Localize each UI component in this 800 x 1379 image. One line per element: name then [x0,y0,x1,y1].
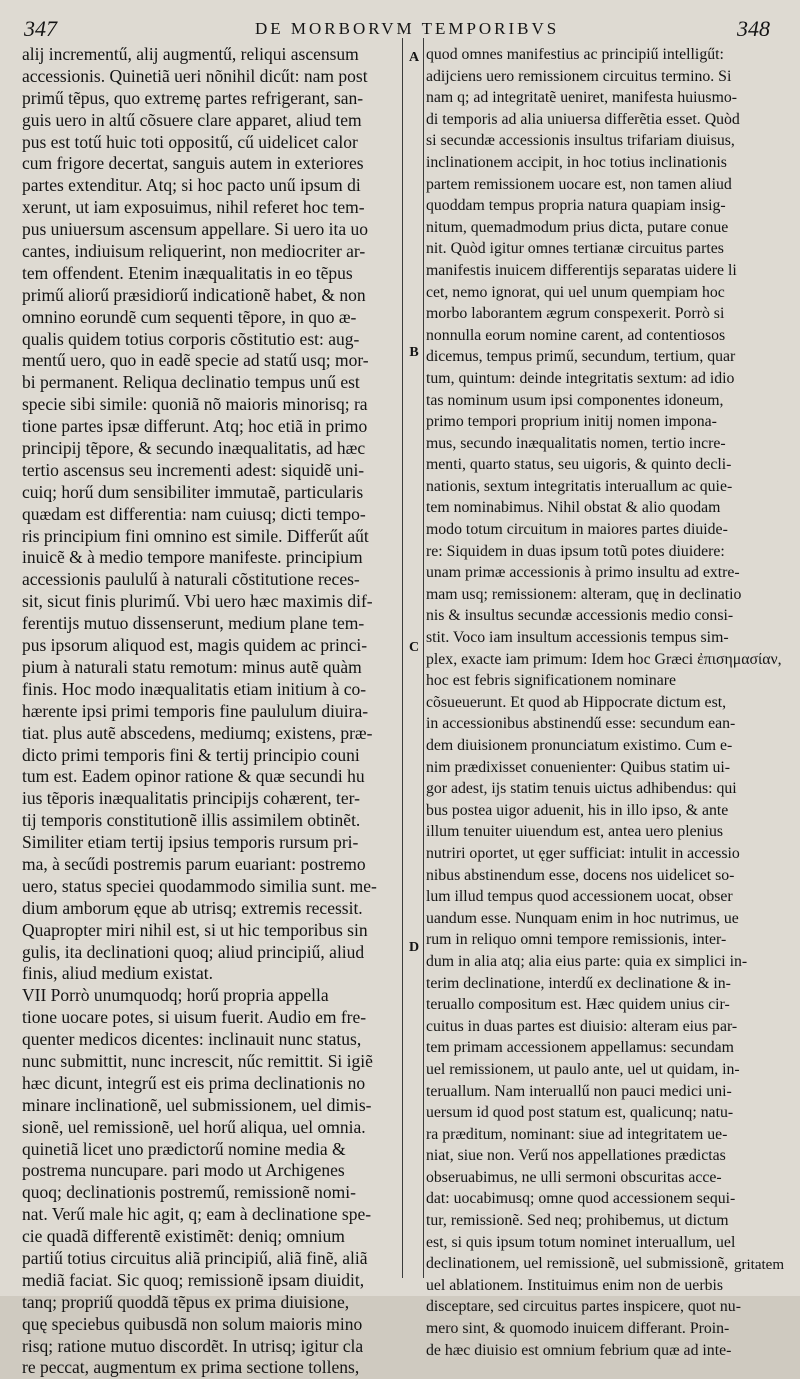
text-line: cuitus in duas partes est diuisio: alteram eius par- [426,1017,738,1035]
text-line: cie quadã differentẽ existimẽt: deniq; omnium [22,1226,345,1247]
text-line: finis, aliud medium existat. [22,963,214,984]
text-line: gor adest, ijs statim tenuis uictus adhibendus: qui [426,780,737,798]
text-line: quoq; declinationis postremű, remissionẽ nomi- [22,1182,356,1203]
text-line: postrema nuncupare. pari modo ut Archigenes [22,1160,345,1181]
text-line: tertio ascensus seu incrementi adest: siquidẽ uni- [22,459,365,480]
text-line: guis uero in altű cõsuere clare apparet, aliud tem [22,109,362,130]
text-line: cuiq; horű dum sensibiliter immutaẽ, particularis [22,481,364,502]
text-line: nutriri oportet, ut ęger sufficiat: intulit in accessio [426,844,740,862]
text-line: re peccat, augmentum ex prima sectione tollens, [22,1357,360,1378]
running-header [0,16,800,44]
text-column-left [22,44,400,1379]
text-line: mediã faciat. Sic quoq; remissionẽ ipsam diuidit, [22,1269,365,1290]
text-line: quinetiã licet uno prædictorű nomine media & [22,1138,346,1159]
text-line: nitum, quemadmodum prius dicta, putare conue [426,218,729,236]
text-line: hoc est febris significationem nominare [426,672,677,690]
page-number-right: 348 [737,16,770,41]
text-line: tione partes ipsæ differunt. Atq; hoc etiã in primo [22,416,368,437]
text-line: cantes, indiuisum reliquerint, non mediocriter ar- [22,241,366,262]
text-line: adijciens uero remissionem circuitus termino. Si [426,67,732,85]
text-line: cum frigore decertat, sanguis autem in exteriores [22,153,364,174]
text-line: pium à naturali statu remotum: minus autẽ quàm [22,656,362,677]
text-line: Similiter etiam tertij ipsius temporis rursum pri- [22,832,359,853]
text-line: accessionis paululű à naturali cõstitutione reces- [22,569,360,590]
text-line: hærente ipsi primi temporis fine paululum diuira- [22,700,369,721]
text-line: ra præditum, nominant: siue ad integritatem ue- [426,1125,728,1143]
text-line: dum in alia atq; alia eius parte: quia ex simplici in- [426,952,748,970]
text-line: plex, exacte iam primum: Idem hoc Græci ἐπισημασίαν, [426,650,782,668]
running-title: DE MORBORVM TEMPORIBVS [255,19,560,38]
text-line: teruallo compositum est. Hæc quidem unius cir- [426,996,730,1014]
text-line: accessionis. Quinetiã ueri nõnihil dicűt: nam post [22,65,368,86]
text-line: quenter medicos dicentes: inclinauit nunc status, [22,1029,362,1050]
text-line: ris principium fini omnino est simile. Differűt aűt [22,525,369,546]
text-line: quod omnes manifestius ac principiű intelligűt: [426,46,724,63]
text-line: tur, remissionẽ. Sed neq; prohibemus, ut dictum [426,1212,729,1230]
text-line: nonnulla eorum nomine carent, ad contentiosos [426,326,726,344]
text-line: inclinationem accipit, in hoc totius inclinationis [426,153,727,171]
text-line: tum est. Eadem opinor ratione & quæ secundi hu [22,766,365,787]
text-line: tione uocare potes, si uisum fuerit. Audio em fre- [22,1007,367,1028]
text-line: si secundæ accessionis insultus trifariam diuisus, [426,132,735,150]
text-line: obseruabimus, ne ulli sermoni obscuritas acce- [426,1168,722,1186]
text-line: tas nominum usum ipsi componentes idoneum, [426,391,724,409]
text-line: ius tẽporis inæqualitatis principijs cohærent, ter- [22,788,360,809]
catchword: gritatem [734,1257,784,1273]
text-line: quoddam tempus propria natura quapiam insig- [426,197,726,215]
text-line: xerunt, ut iam exposuimus, nihil referet hoc tem- [22,197,365,218]
text-line: bi permanent. Reliqua declinatio tempus unű est [22,372,360,393]
text-line: alij incrementű, alij augmentű, reliqui ascensum [22,44,359,64]
text-line: pus ipsorum aliquod est, magis quidem ac princi- [22,635,368,656]
text-line: finis. Hoc modo inæqualitatis etiam initium à co- [22,678,367,699]
text-line: mero sint, & quomodo inuicem differant. Proin- [426,1320,730,1338]
text-line: nim prædixisset conuenienter: Quibus statim ui- [426,758,731,776]
text-line: morbo laborantem ægrum conspexerit. Porrò si [426,305,725,323]
text-line: declinationem, uel remissionẽ, uel submissionẽ, [426,1255,729,1273]
text-line: di temporis ad alia uniuersa differẽtia esset. Quòd [426,110,740,128]
text-line: manifestis inuicem differentijs separatas uidere li [426,261,737,279]
text-line: stit. Voco iam insultum accessionis tempus sim- [426,629,729,647]
text-line: VII Porrò unumquodq; horű propria appella [22,985,329,1006]
text-line: primo tempori proprium initij nomen impona- [426,413,717,431]
gutter-rule-left [402,38,403,1278]
text-line: est, si quis ipsum totum nominet interuallum, uel [426,1233,736,1251]
text-line: specie sibi simile: quoniã nõ maioris minorisq; ra [22,394,368,415]
text-line: partiű totius circuitus aliã principiű, aliã finẽ, aliã [22,1247,368,1268]
text-line: dem diuisionem pronunciatum existimo. Cum e- [426,737,733,754]
margin-letter-b: B [409,345,419,360]
text-line: sit, sicut finis plurimű. Vbi uero hæc maximis dif- [22,591,373,612]
text-line: teruallum. Nam interuallű non pauci medici uni- [426,1082,732,1100]
text-line: partes extenditur. Atq; si hoc pacto unű ipsum di [22,175,361,196]
page-number-left: 347 [24,16,57,41]
text-line: unam primæ accessionis à primo insultu ad extre- [426,564,740,582]
text-line: illum tenuiter uiuendum est, antea uero plenius [426,823,723,841]
text-line: nationis, sextum integritatis interuallum ac quie- [426,477,733,495]
text-line: uersum id quod post statum est, qualicunq; natu- [426,1104,734,1122]
text-line: niat, siue non. Verű nos appellationes prædictas [426,1147,726,1165]
text-line: menti, quarto status, seu uigoris, & quinto decli- [426,456,732,474]
text-line: dicemus, tempus primű, secundum, tertium, quar [426,348,736,366]
text-line: ma, à secűdi postremis parum euariant: postremo [22,853,366,874]
text-line: pus est totű huic toti oppositű, cű uidelicet calor [22,131,358,152]
text-line: cõsueuerunt. Et quod ab Hippocrate dictum est, [426,693,727,711]
text-line: primű tẽpus, quo extremę partes refrigerant, san- [22,87,364,108]
text-line: tem nominabimus. Nihil obstat & alio quodam [426,499,721,517]
text-line: re: Siquidem in duas ipsum totũ potes diuidere: [426,542,725,560]
text-line: uandum esse. Nunquam enim in hoc nutrimus, ue [426,909,739,927]
gutter-rule-right [423,38,424,1278]
text-line: omnino eorundẽ cum sequenti tẽpore, in quo æ- [22,306,357,327]
text-line: tum, quintum: deinde integritatis sextum: ad idio [426,369,735,387]
text-line: nit. Quòd igitur omnes tertianæ circuitus partes [426,240,724,258]
text-line: risq; ratione mutuo discordẽt. In utrisq; igitur cla [22,1335,364,1356]
text-line: hæc dicunt, integrű est eis prima declinationis no [22,1072,366,1093]
text-line: tij temporis constitutionẽ illis assimilem obtinẽt. [22,810,361,831]
text-line: quę speciebus quibusdã non solum maioris mino [22,1313,363,1334]
text-line: nunc submittit, nunc increscit, nűc remittit. Si igiẽ [22,1050,373,1071]
text-line: mam usq; remissionem: alteram, quę in declinatio [426,585,742,603]
text-line: pus uniuersum ascensum appellare. Si uero ita uo [22,219,369,240]
text-line: minare inclinationẽ, uel submissionem, uel dimis- [22,1094,372,1115]
text-line: tiat. plus autẽ abscedens, mediumq; existens, præ- [22,722,373,743]
text-line: partem remissionem uocare est, non tamen aliud [426,175,732,193]
text-line: principij tẽpore, & secundo inæqualitatis, ad hæc [22,438,366,459]
text-line: Quapropter miri nihil est, si ut hic temporibus sin [22,919,368,940]
text-line: bus postea uigor aduenit, his in illo ipso, & ante [426,801,729,819]
text-line: gulis, ita declinationi quoq; aliud principiű, aliud [22,941,365,962]
text-line: tem offendent. Etenim inæqualitatis in eo tẽpus [22,262,353,283]
text-line: primű aliorű præsidiorű indicationẽ habet, & non [22,284,366,305]
margin-letter-a: A [408,50,420,65]
text-line: dicto primi temporis fini & tertij principio couni [22,744,360,765]
text-line: sionẽ, uel remissionẽ, uel horű aliqua, uel omnia. [22,1116,366,1137]
text-line: dium amborum ęque ab utrisq; extremis recessit. [22,897,363,918]
text-line: nat. Verű male hic agit, q; eam à declinatione spe- [22,1204,372,1225]
text-line: nibus abstinendum esse, docens nos uidelicet so- [426,866,735,884]
text-line: mentű uero, quo in eadẽ specie ad statű usq; mor- [22,350,369,371]
text-line: quædam est differentia: nam cuiusq; dicti tempo- [22,503,366,524]
text-line: inuicẽ & à medio tempore manifeste. principium [22,547,363,568]
text-line: rum in reliquo omni tempore remissionis, inter- [426,931,727,949]
text-line: nis & insultus secundæ accessionis medio consi- [426,607,734,625]
text-column-right [426,44,782,1361]
text-line: disceptare, sed circuitus partes inspicere, quot nu- [426,1298,741,1316]
text-line: modo totum circuitum in maiores partes diuide- [426,521,728,539]
text-line: uel ablationem. Instituimus enim non de uerbis [426,1276,724,1294]
margin-letter-d: D [408,940,420,955]
text-line: nam q; ad integritatẽ ueniret, manifesta huiusmo- [426,89,738,107]
text-line: ferentijs mutuo dissenserunt, medium plane tem- [22,613,365,634]
text-line: dat: uocabimusq; omne quod accessionem sequi- [426,1190,736,1208]
text-line: qualis quidem totius corporis cõstitutio est: aug- [22,328,360,349]
text-line: lum illud tempus quod accessionem uocat, obser [426,888,733,906]
text-line: cet, nemo ignorat, qui uel unum quempiam hoc [426,283,725,301]
text-line: terim declinatione, interdű ex declinatione & in- [426,974,731,992]
text-line: mus, secundo inæqualitatis nomen, tertio incre- [426,434,726,452]
margin-letter-c: C [408,640,420,655]
text-line: uel remissionem, ut paulo ante, uel ut quidam, in- [426,1060,740,1078]
text-line: uero, status speciei quodammodo similia sunt. me- [22,875,377,896]
text-line: tanq; propriű quoddã tẽpus ex prima diuisione, [22,1291,350,1312]
text-line: tem primam accessionem appellamus: secundam [426,1039,734,1057]
text-line: in accessionibus abstinendű esse: secundum ean- [426,715,736,733]
text-line: de hæc diuisio est omnium febrium quæ ad inte- [426,1341,732,1359]
